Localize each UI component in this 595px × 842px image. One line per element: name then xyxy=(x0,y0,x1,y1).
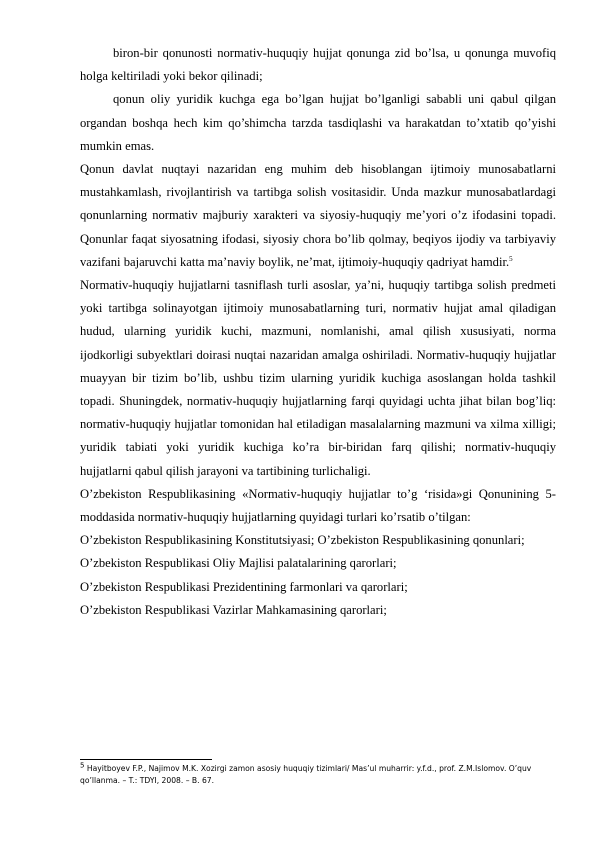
paragraph-5: O’zbekiston Respublikasining «Normativ-huquqiy hujjatlar to’g ‘risida»gi Qonunining 5-moddasida normativ-huquqiy hujjatlarning quyidagi turlari ko’rsatib o’tilgan: xyxy=(80,486,556,525)
paragraph-2: qonun oliy yuridik kuchga ega bo’lgan hujjat bo’lganligi sababli uni qabul qilgan organdan boshqa hech kim qo’shimcha tarzda tasdiqlashi va harakatdan to’xtatib qo’yishi mumkin emas. xyxy=(80,92,556,153)
footnote-number: 5 xyxy=(80,761,85,770)
footnote-text: Hayitboyev F.P., Najimov M.K. Xozirgi zamon asosiy huquqiy tizimlari/ Mas’ul muharrir: y.f.d., prof. Z.M.Islomov. O’quv qo’llanma. – T.: TDYI, 2008. – B. 67. xyxy=(80,764,532,785)
paragraph-3 xyxy=(80,158,556,274)
body-text xyxy=(80,42,556,622)
paragraph-6: O’zbekiston Respublikasining Konstitutsiyasi; O’zbekiston Respublikasining qonunlari; xyxy=(80,533,525,548)
paragraph-4: Normativ-huquqiy hujjatlarni tasniflash turli asoslar, ya’ni, huquqiy tartibga solish predmeti yoki tartibga solinayotgan ijtimoiy munosabatlarning turi, normativ hujjat amal qiladigan hudud, ularning yuridik kuchi, mazmuni, nomlanishi, amal qilish xususiyati, norma ijodkorligi subyektlari doirasi nuqtai nazaridan amalga oshiriladi. Normativ-huquqiy hujjatlar muayyan bir tizim bo’lib, ushbu tizim ularning yuridik kuchiga asoslangan holda tashkil topadi. Shuningdek, normativ-huquqiy hujjatlarning farqi quyidagi uchta jihat bilan bog’liq: normativ-huquqiy hujjatlar tomonidan hal etiladigan masalalarning mazmuni va xilma xilligi; yuridik tabiati yoki yuridik kuchiga ko’ra bir-biridan farq qilishi; normativ-huquqiy hujjatlarni qabul qilish jarayoni va tartibining turlichaligi. xyxy=(80,278,556,478)
footnote-reference[interactable]: 5 xyxy=(509,254,513,263)
footnote xyxy=(80,763,556,787)
list-item-oliy-majlis: O’zbekiston Respublikasi Oliy Majlisi palatalarining qarorlari; xyxy=(80,556,397,571)
paragraph-1: biron-bir qonunosti normativ-huquqiy hujjat qonunga zid bo’lsa, u qonunga muvofiq holga keltiriladi yoki bekor qilinadi; xyxy=(80,46,556,84)
footnote-divider xyxy=(80,759,212,760)
list-item-vazirlar-mahkamasi: O’zbekiston Respublikasi Vazirlar Mahkamasining qarorlari; xyxy=(80,602,387,617)
paragraph-3-text: Qonun davlat nuqtayi nazaridan eng muhim deb hisoblangan ijtimoiy munosabatlarni mustahkamlash, rivojlantirish va tartibga solish vositasidir. Unda mazkur munosabatlardagi qonunlarning normativ majburiy xarakteri va siyosiy-huquqiy me’yori o’z ifodasini topadi. Qonunlar faqat siyosatning ifodasi, siyosiy chora bo’lib qolmay, beqiyos ijodiy va tarbiyaviy vazifani bajaruvchi katta ma’naviy boylik, ne’mat, ijtimoiy-huquqiy qadriyat hamdir. xyxy=(80,162,556,269)
list-item-prezident: O’zbekiston Respublikasi Prezidentining farmonlari va qarorlari; xyxy=(80,579,408,594)
